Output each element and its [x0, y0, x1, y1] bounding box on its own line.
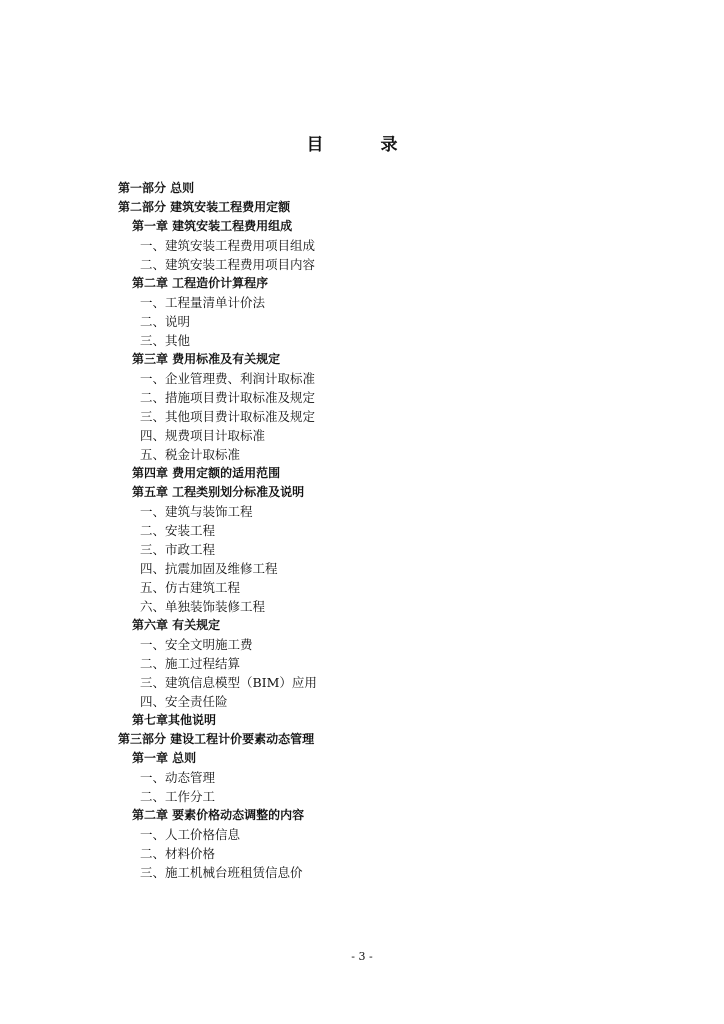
toc-section-entry: 四、安全责任险	[140, 694, 228, 709]
toc-chapter-entry: 第七章其他说明	[132, 713, 217, 727]
toc-section-entry: 三、其他项目费计取标准及规定	[140, 409, 316, 424]
toc-part-entry: 第一部分 总则	[118, 181, 195, 195]
toc-section-entry: 一、安全文明施工费	[140, 637, 253, 652]
toc-section-entry: 一、企业管理费、利润计取标准	[140, 371, 316, 386]
toc-section-entry: 二、建筑安装工程费用项目内容	[140, 257, 316, 272]
page-number: - 3 -	[351, 950, 373, 963]
toc-part-entry: 第二部分 建筑安装工程费用定额	[118, 200, 291, 214]
toc-section-entry: 四、规费项目计取标准	[140, 428, 266, 443]
toc-chapter-entry: 第三章 费用标准及有关规定	[132, 352, 281, 366]
toc-section-entry: 二、措施项目费计取标准及规定	[140, 390, 316, 405]
toc-section-entry: 二、安装工程	[140, 523, 216, 538]
table-of-contents	[118, 179, 618, 882]
toc-section-entry: 五、仿古建筑工程	[140, 580, 241, 595]
toc-section-entry: 五、税金计取标准	[140, 447, 241, 462]
page-title: 目 录	[306, 135, 418, 155]
toc-section-entry: 二、材料价格	[140, 846, 216, 861]
toc-section-entry: 三、市政工程	[140, 542, 216, 557]
toc-section-entry: 一、人工价格信息	[140, 827, 241, 842]
toc-chapter-entry: 第五章 工程类别划分标准及说明	[132, 485, 305, 499]
toc-chapter-entry: 第一章 建筑安装工程费用组成	[132, 219, 293, 233]
toc-section-entry: 一、建筑安装工程费用项目组成	[140, 238, 316, 253]
toc-section-entry: 一、建筑与装饰工程	[140, 504, 253, 519]
toc-section-entry: 二、说明	[140, 314, 191, 329]
toc-chapter-entry: 第六章 有关规定	[132, 618, 221, 632]
toc-chapter-entry: 第一章 总则	[132, 751, 197, 765]
toc-section-entry: 二、工作分工	[140, 789, 216, 804]
toc-section-entry: 四、抗震加固及维修工程	[140, 561, 278, 576]
toc-chapter-entry: 第二章 工程造价计算程序	[132, 276, 269, 290]
toc-chapter-entry: 第二章 要素价格动态调整的内容	[132, 808, 305, 822]
toc-part-entry: 第三部分 建设工程计价要素动态管理	[118, 732, 315, 746]
toc-section-entry: 一、动态管理	[140, 770, 216, 785]
toc-section-entry: 一、工程量清单计价法	[140, 295, 266, 310]
toc-chapter-entry: 第四章 费用定额的适用范围	[132, 466, 281, 480]
toc-section-entry: 三、建筑信息模型（BIM）应用	[140, 675, 317, 690]
toc-section-entry: 三、其他	[140, 333, 191, 348]
toc-section-entry: 三、施工机械台班租赁信息价	[140, 865, 303, 880]
toc-section-entry: 六、单独装饰装修工程	[140, 599, 266, 614]
toc-section-entry: 二、施工过程结算	[140, 656, 241, 671]
